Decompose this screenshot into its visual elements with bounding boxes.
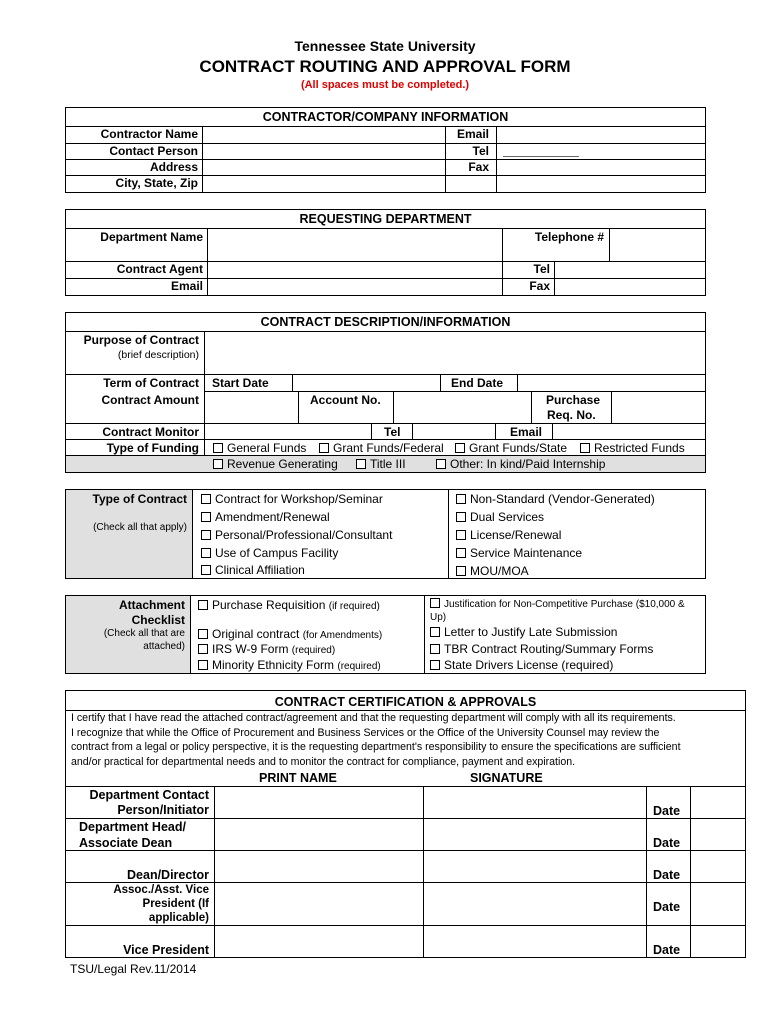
city-state-zip-label: City, State, Zip [115, 176, 198, 190]
account-no-label: Account No. [310, 393, 381, 407]
requesting-fax-label: Fax [529, 279, 550, 293]
type-amendment[interactable]: Amendment/Renewal [201, 510, 330, 524]
avp-signature-field[interactable] [425, 883, 645, 924]
head-signature-field[interactable] [425, 819, 645, 849]
avp-print-name-field[interactable] [216, 883, 422, 924]
head-date-field[interactable] [692, 819, 744, 849]
certification-section-title: CONTRACT CERTIFICATION & APPROVALS [274, 695, 537, 709]
tel-underline [503, 156, 579, 157]
checkbox-icon [319, 443, 329, 453]
vp-date-field[interactable] [692, 926, 744, 957]
end-date-label: End Date [451, 376, 504, 390]
attach-justification[interactable]: Justification for Non-Competitive Purchase ($10,000 & [430, 599, 685, 610]
end-date-field[interactable] [519, 375, 704, 390]
checkbox-icon [456, 494, 466, 504]
certification-line-3: contract from a legal or policy perspective, it is the requesting department's responsibility to ensure the specifications are sufficient [71, 741, 681, 754]
attach-drivers-license[interactable]: State Drivers License (required) [430, 658, 613, 672]
attach-tbr-forms[interactable]: TBR Contract Routing/Summary Forms [430, 642, 653, 656]
checkbox-icon [201, 494, 211, 504]
checkbox-icon [430, 644, 440, 654]
requesting-email-label: Email [170, 279, 203, 293]
checkbox-icon [430, 598, 440, 608]
checkbox-icon [456, 548, 466, 558]
checkbox-icon [430, 627, 440, 637]
contact-person-label: Contact Person [109, 144, 198, 158]
monitor-email-label: Email [510, 425, 543, 439]
funding-general[interactable]: General Funds [213, 441, 306, 455]
type-non-standard[interactable]: Non-Standard (Vendor-Generated) [456, 492, 655, 506]
telephone-label: Telephone # [534, 230, 604, 244]
approver-head-label-2: Associate Dean [79, 836, 173, 850]
attach-original-contract[interactable]: Original contract (for Amendments) [198, 627, 382, 641]
attach-minority[interactable]: Minority Ethnicity Form (required) [198, 658, 381, 672]
approver-avp-label-3: applicable) [148, 912, 209, 924]
purpose-sublabel: (brief description) [117, 349, 199, 361]
amount-field[interactable] [206, 392, 297, 422]
amount-label: Contract Amount [101, 393, 199, 407]
certification-paragraph [71, 711, 740, 769]
checkbox-icon [213, 443, 223, 453]
contact-print-name-field[interactable] [216, 787, 422, 817]
description-section-title: CONTRACT DESCRIPTION/INFORMATION [260, 315, 511, 329]
funding-federal[interactable]: Grant Funds/Federal [319, 441, 444, 455]
checkbox-icon [201, 565, 211, 575]
checkbox-icon [201, 548, 211, 558]
monitor-tel-label: Tel [384, 425, 401, 439]
telephone-field[interactable] [611, 229, 704, 260]
type-mou[interactable]: MOU/MOA [456, 564, 529, 578]
account-no-field[interactable] [395, 392, 530, 422]
requesting-tel-field[interactable] [556, 262, 704, 277]
address-field[interactable] [204, 161, 444, 174]
purchase-req-label-1: Purchase [546, 393, 601, 407]
type-campus-facility[interactable]: Use of Campus Facility [201, 546, 338, 560]
checkbox-icon [356, 459, 366, 469]
checkbox-icon [456, 530, 466, 540]
requesting-email-field[interactable] [209, 279, 501, 295]
funding-restricted[interactable]: Restricted Funds [580, 441, 685, 455]
contact-person-field[interactable] [204, 145, 444, 158]
type-license[interactable]: License/Renewal [456, 528, 561, 542]
type-dual[interactable]: Dual Services [456, 510, 544, 524]
requesting-fax-field[interactable] [556, 279, 704, 295]
checkbox-icon [198, 600, 208, 610]
approver-head-label-1: Department Head/ [79, 820, 186, 834]
approver-avp-label-1: Assoc./Asst. Vice [113, 884, 209, 896]
date-label: Date [653, 943, 681, 957]
purchase-req-label-2: Req. No. [547, 408, 596, 422]
type-service[interactable]: Service Maintenance [456, 546, 582, 560]
funding-state[interactable]: Grant Funds/State [455, 441, 567, 455]
vp-print-name-field[interactable] [216, 926, 422, 957]
contact-date-field[interactable] [692, 787, 744, 817]
certification-line-2: I recognize that while the Office of Procurement and Business Services or the Office of the University Counsel may review the [71, 726, 660, 739]
approver-contact-label-2: Person/Initiator [117, 803, 209, 817]
contractor-name-field[interactable] [204, 128, 444, 142]
head-print-name-field[interactable] [216, 819, 422, 849]
type-personal[interactable]: Personal/Professional/Consultant [201, 528, 392, 542]
attachment-sublabel-2: attached) [143, 641, 185, 652]
certification-line-4: and/or practical for departmental needs and to monitor the contract for compliance, payment and expiration. [71, 755, 576, 768]
attach-purchase-req[interactable]: Purchase Requisition (if required) [198, 598, 380, 612]
checkbox-icon [456, 566, 466, 576]
funding-other[interactable]: Other: In kind/Paid Internship [436, 457, 605, 471]
checkbox-icon [198, 644, 208, 654]
date-label: Date [653, 804, 681, 818]
certification-line-1: I certify that I have read the attached contract/agreement and that the requesting department will comply with all its requirements. [71, 712, 676, 724]
checkbox-icon [456, 512, 466, 522]
attachment-label-1: Attachment [118, 598, 185, 612]
contractor-name-label: Contractor Name [100, 127, 198, 141]
contractor-tel-label: Tel [472, 144, 489, 158]
dean-print-name-field[interactable] [216, 851, 422, 881]
approver-vp-label: Vice President [123, 943, 209, 957]
contractor-email-field[interactable] [498, 128, 704, 142]
contract-agent-field[interactable] [209, 262, 501, 277]
attach-w9[interactable]: IRS W-9 Form (required) [198, 642, 335, 656]
checkbox-icon [198, 660, 208, 670]
type-sublabel: (Check all that apply) [93, 522, 187, 533]
city-state-zip-field[interactable] [204, 177, 444, 192]
department-name-label: Department Name [100, 230, 203, 244]
contract-agent-label: Contract Agent [116, 262, 203, 276]
department-name-field[interactable] [209, 229, 501, 260]
contact-signature-field[interactable] [425, 787, 645, 817]
approver-contact-label-1: Department Contact [89, 788, 209, 802]
purchase-req-field[interactable] [613, 392, 704, 422]
funding-label: Type of Funding [106, 441, 199, 455]
monitor-field[interactable] [206, 424, 370, 438]
dean-date-field[interactable] [692, 851, 744, 881]
checkbox-icon [455, 443, 465, 453]
purpose-field[interactable] [206, 332, 704, 373]
contractor-fax-field[interactable] [498, 161, 704, 174]
funding-revenue[interactable]: Revenue Generating [213, 457, 338, 471]
attach-justification-line2: Up) [430, 612, 447, 623]
type-clinical[interactable]: Clinical Affiliation [201, 563, 305, 577]
print-name-header: PRINT NAME [259, 771, 337, 785]
contractor-section-title: CONTRACTOR/COMPANY INFORMATION [262, 110, 509, 124]
footer-revision: TSU/Legal Rev.11/2014 [70, 962, 197, 976]
checkbox-icon [213, 459, 223, 469]
checkbox-icon [201, 530, 211, 540]
address-label: Address [149, 160, 198, 174]
dean-signature-field[interactable] [425, 851, 645, 881]
type-workshop[interactable]: Contract for Workshop/Seminar [201, 492, 383, 506]
checkbox-icon [430, 660, 440, 670]
vp-signature-field[interactable] [425, 926, 645, 957]
type-label: Type of Contract [92, 492, 187, 506]
checkbox-icon [436, 459, 446, 469]
date-label: Date [653, 868, 681, 882]
monitor-label: Contract Monitor [102, 425, 199, 439]
term-label: Term of Contract [103, 376, 199, 390]
date-label: Date [653, 836, 681, 850]
attachment-label-2: Checklist [131, 613, 185, 627]
attach-late-letter[interactable]: Letter to Justify Late Submission [430, 625, 617, 639]
checkbox-icon [201, 512, 211, 522]
university-name: Tennessee State University [294, 38, 476, 54]
start-date-label: Start Date [212, 376, 269, 390]
purpose-label: Purpose of Contract [83, 333, 199, 347]
form-title: CONTRACT ROUTING AND APPROVAL FORM [199, 57, 571, 76]
approver-dean-label: Dean/Director [127, 868, 209, 882]
attachment-sublabel-1: (Check all that are [103, 628, 185, 639]
form-note: (All spaces must be completed.) [300, 79, 470, 91]
checkbox-icon [580, 443, 590, 453]
requesting-section-title: REQUESTING DEPARTMENT [299, 212, 472, 226]
requesting-tel-label: Tel [533, 262, 550, 276]
approver-avp-label-2: President (If [142, 898, 209, 910]
monitor-tel-field[interactable] [414, 424, 494, 438]
funding-title-iii[interactable]: Title III [356, 457, 406, 471]
checkbox-icon [198, 629, 208, 639]
contractor-email-label: Email [456, 127, 489, 141]
contractor-fax-label: Fax [468, 160, 489, 174]
signature-header: SIGNATURE [470, 771, 543, 785]
date-label: Date [653, 900, 681, 914]
start-date-field[interactable] [294, 375, 439, 390]
monitor-email-field[interactable] [554, 424, 704, 438]
avp-date-field[interactable] [692, 883, 744, 924]
